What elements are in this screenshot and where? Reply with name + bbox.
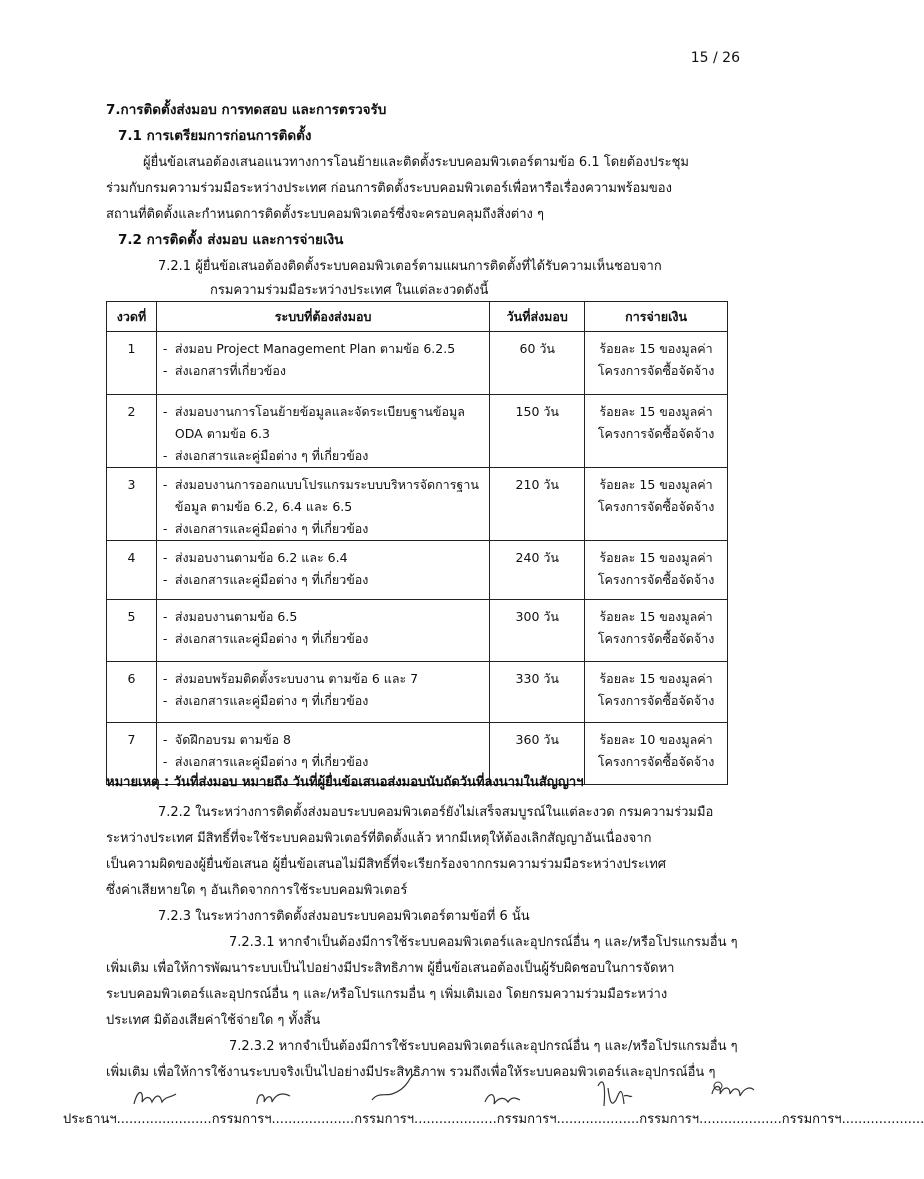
section-7-1-line-1: ผู้ยื่นข้อเสนอต้องเสนอแนวทางการโอนย้ายและติดตั้งระบบคอมพิวเตอร์ตามข้อ 6.1 โดยต้องประชุม bbox=[143, 155, 689, 170]
payment-cell bbox=[585, 600, 728, 662]
deliverables-cell bbox=[156, 600, 489, 662]
deliverable-item: - ส่งเอกสารที่เกี่ยวข้อง bbox=[163, 360, 483, 382]
payment-basis: โครงการจัดซื้อจัดจ้าง bbox=[597, 499, 715, 514]
header-delivery-day: วันที่ส่งมอบ bbox=[490, 302, 585, 332]
deliverables-cell bbox=[156, 541, 489, 600]
handwritten-signature bbox=[708, 1076, 758, 1106]
payment-basis: โครงการจัดซื้อจัดจ้าง bbox=[597, 572, 715, 587]
page-number: 15 / 26 bbox=[690, 50, 740, 66]
table-header-row bbox=[107, 302, 728, 332]
payment-cell bbox=[585, 723, 728, 785]
section-7-2-2-line-3: เป็นความผิดของผู้ยื่นข้อเสนอ ผู้ยื่นข้อเสนอไม่มีสิทธิ์ที่จะเรียกร้องจากกรมความร่วมมือระหว่างประเทศ bbox=[106, 857, 667, 872]
payment-cell bbox=[585, 332, 728, 395]
table-row bbox=[107, 600, 728, 662]
deliverable-item: - ส่งมอบงานการออกแบบโปรแกรมระบบบริหารจัดการฐานข้อมูล ตามข้อ 6.2, 6.4 และ 6.5 bbox=[163, 474, 483, 518]
payment-percent: ร้อยละ 15 ของมูลค่า bbox=[599, 671, 713, 686]
installment-number: 1 bbox=[107, 332, 157, 395]
handwritten-signature bbox=[368, 1072, 418, 1108]
deliverable-item: - ส่งมอบพร้อมติดตั้งระบบงาน ตามข้อ 6 และ 7 bbox=[163, 668, 483, 690]
section-7-2-3-1-line-2: เพิ่มเติม เพื่อให้การพัฒนาระบบเป็นไปอย่างมีประสิทธิภาพ ผู้ยื่นข้อเสนอต้องเป็นผู้รับผิดชอบในการจัดหา bbox=[106, 961, 675, 976]
section-7-2-3-1-line-4: ประเทศ มิต้องเสียค่าใช้จ่ายใด ๆ ทั้งสิ้น bbox=[106, 1013, 321, 1028]
handwritten-signature bbox=[594, 1076, 634, 1112]
installment-number: 2 bbox=[107, 395, 157, 468]
delivery-day: 240 วัน bbox=[490, 541, 585, 600]
section-7-heading: 7.การติดตั้งส่งมอบ การทดสอบ และการตรวจรับ bbox=[106, 102, 387, 118]
payment-percent: ร้อยละ 15 ของมูลค่า bbox=[599, 477, 713, 492]
installment-number: 4 bbox=[107, 541, 157, 600]
delivery-day: 360 วัน bbox=[490, 723, 585, 785]
table-row bbox=[107, 332, 728, 395]
payment-percent: ร้อยละ 15 ของมูลค่า bbox=[599, 341, 713, 356]
signature-member-label: กรรมการฯ.................... bbox=[639, 1112, 782, 1127]
deliverable-item: - ส่งมอบงานการโอนย้ายข้อมูลและจัดระเบียบฐานข้อมูล ODA ตามข้อ 6.3 bbox=[163, 401, 483, 445]
deliverable-item: - ส่งเอกสารและคู่มือต่าง ๆ ที่เกี่ยวข้อง bbox=[163, 569, 483, 591]
deliverables-cell bbox=[156, 468, 489, 541]
section-7-2-3-2-line-2: เพิ่มเติม เพื่อให้การใช้งานระบบจริงเป็นไปอย่างมีประสิทธิภาพ รวมถึงเพื่อให้ระบบคอมพิวเตอร์และอุปกรณ์อื่น ๆ bbox=[106, 1065, 716, 1080]
header-installment: งวดที่ bbox=[107, 302, 157, 332]
deliverable-item: - ส่งเอกสารและคู่มือต่าง ๆ ที่เกี่ยวข้อง bbox=[163, 751, 483, 773]
deliverable-item: - ส่งเอกสารและคู่มือต่าง ๆ ที่เกี่ยวข้อง bbox=[163, 445, 483, 467]
table-row bbox=[107, 662, 728, 723]
installment-number: 5 bbox=[107, 600, 157, 662]
section-7-2-2-line-1: 7.2.2 ในระหว่างการติดตั้งส่งมอบระบบคอมพิวเตอร์ยังไม่เสร็จสมบูรณ์ในแต่ละงวด กรมความร่วมมือ bbox=[158, 805, 714, 820]
payment-percent: ร้อยละ 10 ของมูลค่า bbox=[599, 732, 713, 747]
handwritten-signature bbox=[130, 1082, 180, 1112]
deliverable-item: - ส่งมอบ Project Management Plan ตามข้อ 6.2.5 bbox=[163, 338, 483, 360]
section-7-1-line-2: ร่วมกับกรมความร่วมมือระหว่างประเทศ ก่อนการติดตั้งระบบคอมพิวเตอร์เพื่อหารือเรื่องความพร้อมของ bbox=[106, 181, 672, 196]
deliverables-cell bbox=[156, 662, 489, 723]
delivery-table bbox=[106, 301, 728, 785]
deliverable-item: - ส่งมอบงานตามข้อ 6.2 และ 6.4 bbox=[163, 547, 483, 569]
deliverable-item: - ส่งเอกสารและคู่มือต่าง ๆ ที่เกี่ยวข้อง bbox=[163, 518, 483, 540]
deliverables-cell bbox=[156, 332, 489, 395]
installment-number: 7 bbox=[107, 723, 157, 785]
section-7-2-1-line-2: กรมความร่วมมือระหว่างประเทศ ในแต่ละงวดดังนี้ bbox=[210, 283, 489, 298]
delivery-day: 330 วัน bbox=[490, 662, 585, 723]
section-7-2-2-line-4: ซึ่งค่าเสียหายใด ๆ อันเกิดจากการใช้ระบบคอมพิวเตอร์ bbox=[106, 883, 408, 898]
payment-cell bbox=[585, 468, 728, 541]
installment-number: 3 bbox=[107, 468, 157, 541]
section-7-2-3-heading: 7.2.3 ในระหว่างการติดตั้งส่งมอบระบบคอมพิวเตอร์ตามข้อที่ 6 นั้น bbox=[158, 909, 530, 924]
section-7-1-line-3: สถานที่ติดตั้งและกำหนดการติดตั้งระบบคอมพิวเตอร์ซึ่งจะครอบคลุมถึงสิ่งต่าง ๆ bbox=[106, 207, 544, 222]
table-row bbox=[107, 468, 728, 541]
payment-basis: โครงการจัดซื้อจัดจ้าง bbox=[597, 426, 715, 441]
payment-cell bbox=[585, 541, 728, 600]
deliverables-cell bbox=[156, 395, 489, 468]
signature-member-label: กรรมการฯ.................... bbox=[211, 1112, 355, 1127]
payment-basis: โครงการจัดซื้อจัดจ้าง bbox=[597, 693, 715, 708]
payment-basis: โครงการจัดซื้อจัดจ้าง bbox=[597, 754, 715, 769]
signature-member-label: กรรมการฯ.................... bbox=[496, 1112, 640, 1127]
section-7-2-3-1-line-1: 7.2.3.1 หากจำเป็นต้องมีการใช้ระบบคอมพิวเตอร์และอุปกรณ์อื่น ๆ และ/หรือโปรแกรมอื่น ๆ bbox=[229, 935, 738, 950]
deliverable-item: - ส่งมอบงานตามข้อ 6.5 bbox=[163, 606, 483, 628]
delivery-day: 60 วัน bbox=[490, 332, 585, 395]
deliverable-item: - ส่งเอกสารและคู่มือต่าง ๆ ที่เกี่ยวข้อง bbox=[163, 690, 483, 712]
deliverable-item: - จัดฝึกอบรม ตามข้อ 8 bbox=[163, 729, 483, 751]
signature-chair-label: ประธานฯ....................... bbox=[63, 1112, 212, 1127]
section-7-2-heading: 7.2 การติดตั้ง ส่งมอบ และการจ่ายเงิน bbox=[118, 232, 344, 248]
header-deliverables: ระบบที่ต้องส่งมอบ bbox=[156, 302, 489, 332]
delivery-day: 150 วัน bbox=[490, 395, 585, 468]
table-note: หมายเหตุ : วันที่ส่งมอบ หมายถึง วันที่ผู้ยื่นข้อเสนอส่งมอบนับถัดวันที่ลงนามในสัญญาฯ bbox=[106, 775, 584, 790]
delivery-day: 300 วัน bbox=[490, 600, 585, 662]
payment-percent: ร้อยละ 15 ของมูลค่า bbox=[599, 404, 713, 419]
header-payment: การจ่ายเงิน bbox=[585, 302, 728, 332]
installment-number: 6 bbox=[107, 662, 157, 723]
payment-percent: ร้อยละ 15 ของมูลค่า bbox=[599, 609, 713, 624]
section-7-2-2-line-2: ระหว่างประเทศ มีสิทธิ์ที่จะใช้ระบบคอมพิวเตอร์ที่ติดตั้งแล้ว หากมีเหตุให้ต้องเลิกสัญญาอันเนื่องจาก bbox=[106, 831, 652, 846]
section-7-1-heading: 7.1 การเตรียมการก่อนการติดตั้ง bbox=[118, 128, 312, 144]
payment-cell bbox=[585, 395, 728, 468]
table-row bbox=[107, 395, 728, 468]
payment-percent: ร้อยละ 15 ของมูลค่า bbox=[599, 550, 713, 565]
section-7-2-1-line-1: 7.2.1 ผู้ยื่นข้อเสนอต้องติดตั้งระบบคอมพิวเตอร์ตามแผนการติดตั้งที่ได้รับความเห็นชอบจาก bbox=[158, 259, 662, 274]
section-7-2-3-1-line-3: ระบบคอมพิวเตอร์และอุปกรณ์อื่น ๆ และ/หรือโปรแกรมอื่น ๆ เพิ่มเติมเอง โดยกรมความร่วมมือระหว่าง bbox=[106, 987, 668, 1002]
signature-member-label: กรรมการฯ.................... bbox=[354, 1112, 497, 1127]
handwritten-signature bbox=[254, 1082, 294, 1112]
table-row bbox=[107, 541, 728, 600]
delivery-day: 210 วัน bbox=[490, 468, 585, 541]
handwritten-signature bbox=[482, 1082, 522, 1112]
payment-basis: โครงการจัดซื้อจัดจ้าง bbox=[597, 363, 715, 378]
deliverable-item: - ส่งเอกสารและคู่มือต่าง ๆ ที่เกี่ยวข้อง bbox=[163, 628, 483, 650]
payment-cell bbox=[585, 662, 728, 723]
payment-basis: โครงการจัดซื้อจัดจ้าง bbox=[597, 631, 715, 646]
signature-member-label: กรรมการฯ.................... bbox=[781, 1112, 924, 1127]
section-7-2-3-2-line-1: 7.2.3.2 หากจำเป็นต้องมีการใช้ระบบคอมพิวเตอร์และอุปกรณ์อื่น ๆ และ/หรือโปรแกรมอื่น ๆ bbox=[229, 1039, 738, 1054]
